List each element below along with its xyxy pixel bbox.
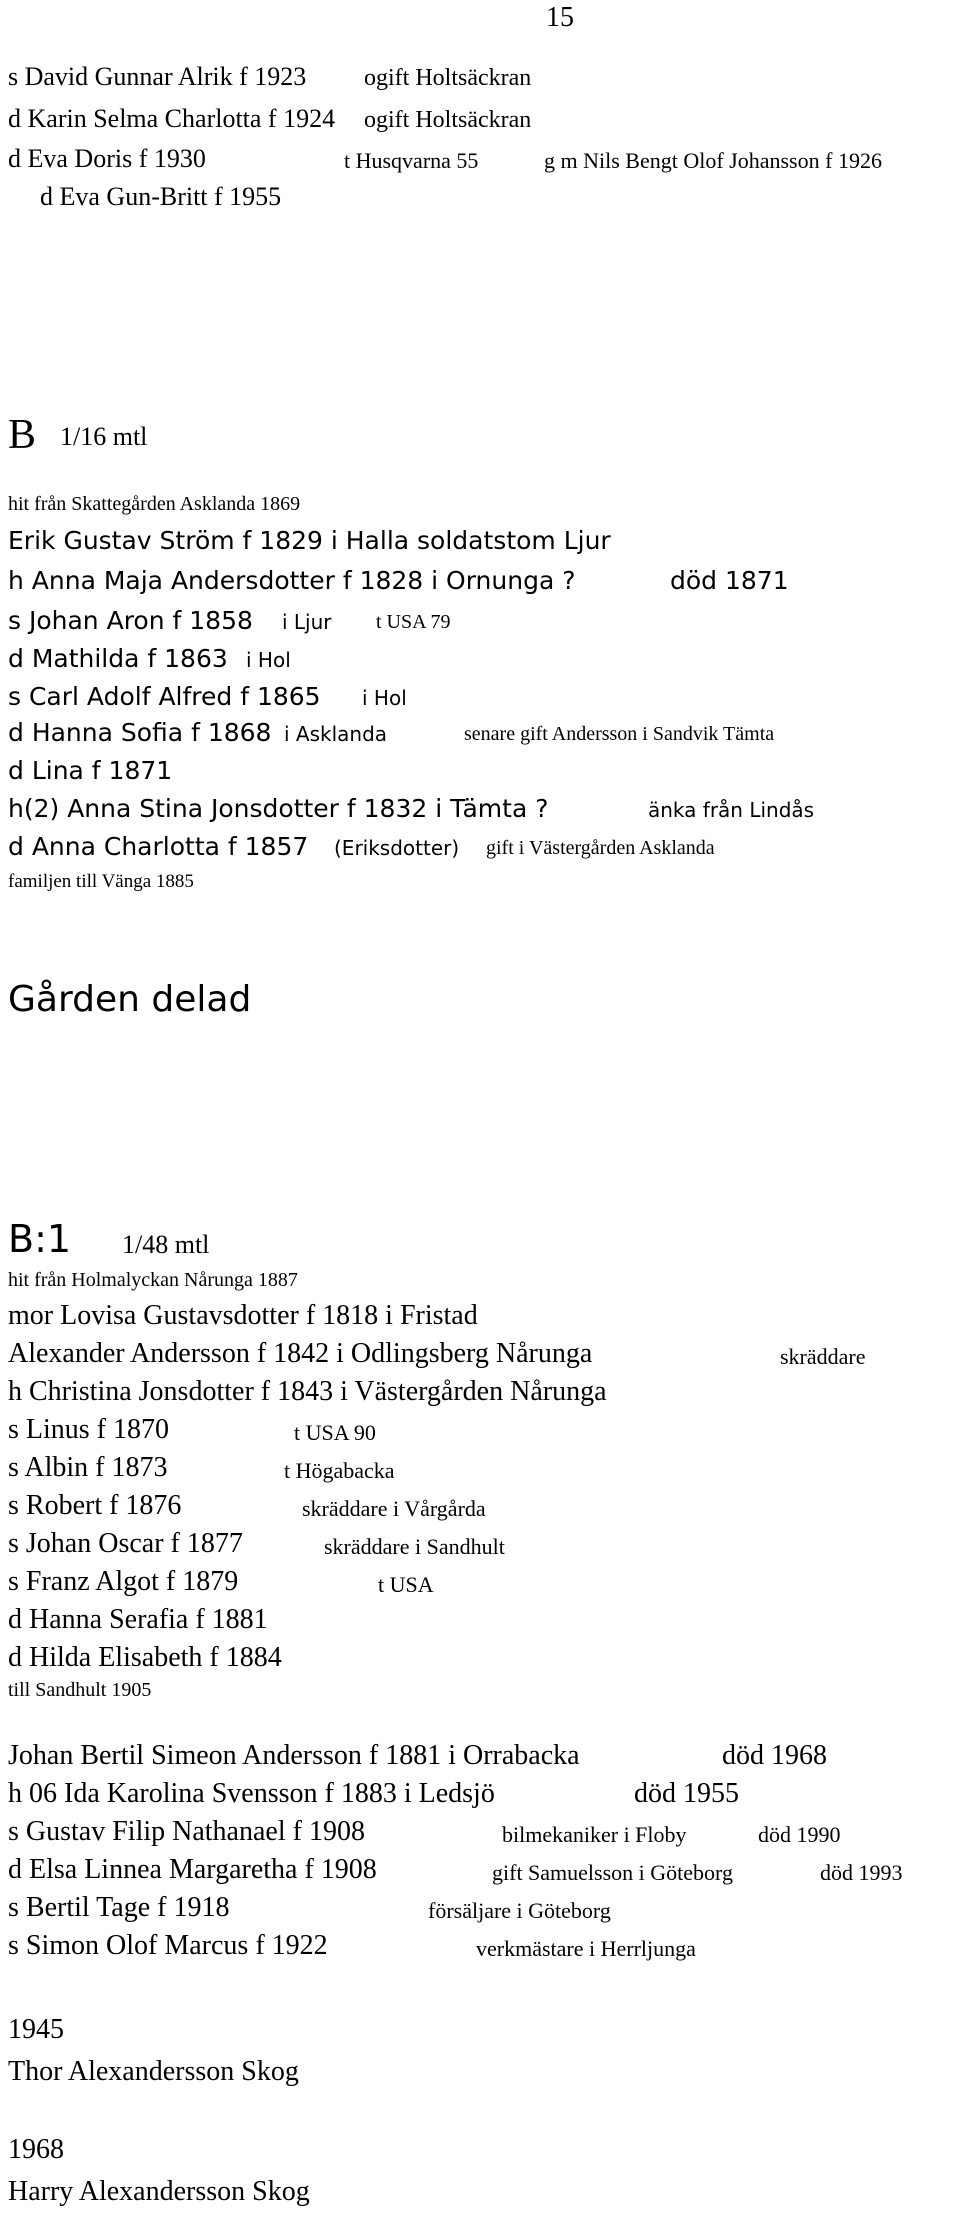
child-note: g m Nils Bengt Olof Johansson f 1926 — [544, 148, 882, 173]
child-line: d Eva Doris f 1930 — [8, 144, 206, 173]
family-note: död 1993 — [820, 1860, 903, 1885]
family-line: s Johan Aron f 1858 — [8, 606, 253, 635]
child-note: t Husqvarna 55 — [344, 148, 479, 173]
child-line: s David Gunnar Alrik f 1923 — [8, 62, 307, 91]
family-note: gift Samuelsson i Göteborg — [492, 1860, 733, 1885]
moved-note: till Sandhult 1905 — [8, 1679, 152, 1701]
family-place: i Hol — [246, 648, 291, 672]
family-note: t USA — [378, 1572, 434, 1597]
family-line: d Lina f 1871 — [8, 756, 173, 785]
owner-year: 1968 — [8, 2134, 64, 2165]
family-note: död 1990 — [758, 1822, 841, 1847]
family-line: Johan Bertil Simeon Andersson f 1881 i Orrabacka — [8, 1740, 580, 1771]
family-note: t USA 90 — [294, 1420, 376, 1445]
family-line: h(2) Anna Stina Jonsdotter f 1832 i Tämta ? — [8, 794, 549, 823]
family-line: s Linus f 1870 — [8, 1414, 169, 1445]
family-note: skräddare i Vårgårda — [302, 1496, 486, 1521]
family-line: s Johan Oscar f 1877 — [8, 1528, 243, 1559]
family-line: s Albin f 1873 — [8, 1452, 168, 1483]
owner-name: Thor Alexandersson Skog — [8, 2056, 299, 2087]
family-line: s Carl Adolf Alfred f 1865 — [8, 682, 321, 711]
section-share: 1/48 mtl — [122, 1230, 210, 1259]
family-note: änka från Lindås — [648, 798, 815, 822]
family-note: t Högabacka — [284, 1458, 395, 1483]
family-place: (Eriksdotter) — [334, 836, 460, 860]
child-line: d Eva Gun-Britt f 1955 — [40, 182, 282, 211]
moved-note: familjen till Vänga 1885 — [8, 871, 194, 892]
owner-year: 1945 — [8, 2014, 64, 2045]
family-note: bilmekaniker i Floby — [502, 1822, 687, 1847]
family-line: s Simon Olof Marcus f 1922 — [8, 1930, 328, 1961]
family-line: d Mathilda f 1863 — [8, 644, 228, 673]
family-line: mor Lovisa Gustavsdotter f 1818 i Fristad — [8, 1300, 478, 1331]
family-line: d Anna Charlotta f 1857 — [8, 832, 309, 861]
family-note: senare gift Andersson i Sandvik Tämta — [464, 723, 775, 745]
child-note: ogift Holtsäckran — [364, 65, 532, 91]
family-line: s Franz Algot f 1879 — [8, 1566, 239, 1597]
child-note: ogift Holtsäckran — [364, 107, 532, 133]
family-line: d Hanna Serafia f 1881 — [8, 1604, 268, 1635]
family-line: s Robert f 1876 — [8, 1490, 182, 1521]
family-line: h Christina Jonsdotter f 1843 i Västergården Nårunga — [8, 1376, 607, 1407]
family-note: skräddare — [780, 1344, 866, 1369]
owner-name: Harry Alexandersson Skog — [8, 2176, 310, 2207]
family-note: skräddare i Sandhult — [324, 1534, 505, 1559]
origin-note: hit från Holmalyckan Nårunga 1887 — [8, 1269, 298, 1291]
child-line: d Karin Selma Charlotta f 1924 — [8, 104, 336, 133]
family-line: s Bertil Tage f 1918 — [8, 1892, 230, 1923]
family-line: d Hilda Elisabeth f 1884 — [8, 1642, 282, 1673]
family-line: h Anna Maja Andersdotter f 1828 i Ornunga ? — [8, 566, 576, 595]
family-note: t USA 79 — [376, 611, 451, 633]
family-line: Alexander Andersson f 1842 i Odlingsberg Nårunga — [8, 1338, 593, 1369]
family-place: i Asklanda — [284, 722, 388, 746]
family-place: i Hol — [362, 686, 407, 710]
section-letter: B — [8, 412, 37, 458]
family-note: gift i Västergården Asklanda — [486, 837, 715, 859]
family-line: s Gustav Filip Nathanael f 1908 — [8, 1816, 365, 1847]
family-line: Erik Gustav Ström f 1829 i Halla soldatstom Ljur — [8, 526, 611, 555]
family-note: verkmästare i Herrljunga — [476, 1936, 696, 1961]
page-number: 15 — [546, 2, 574, 33]
family-note: försäljare i Göteborg — [428, 1898, 611, 1923]
origin-note: hit från Skattegården Asklanda 1869 — [8, 493, 301, 515]
family-place: i Ljur — [282, 610, 332, 634]
section-letter: B:1 — [8, 1217, 72, 1261]
family-line: d Elsa Linnea Margaretha f 1908 — [8, 1854, 377, 1885]
family-note: död 1955 — [634, 1778, 739, 1809]
section-share: 1/16 mtl — [60, 422, 148, 451]
family-line: d Hanna Sofia f 1868 — [8, 718, 272, 747]
family-note: död 1871 — [670, 566, 789, 595]
family-line: h 06 Ida Karolina Svensson f 1883 i Ledsjö — [8, 1778, 495, 1809]
family-note: död 1968 — [722, 1740, 827, 1771]
farm-split-heading: Gården delad — [8, 979, 252, 1020]
